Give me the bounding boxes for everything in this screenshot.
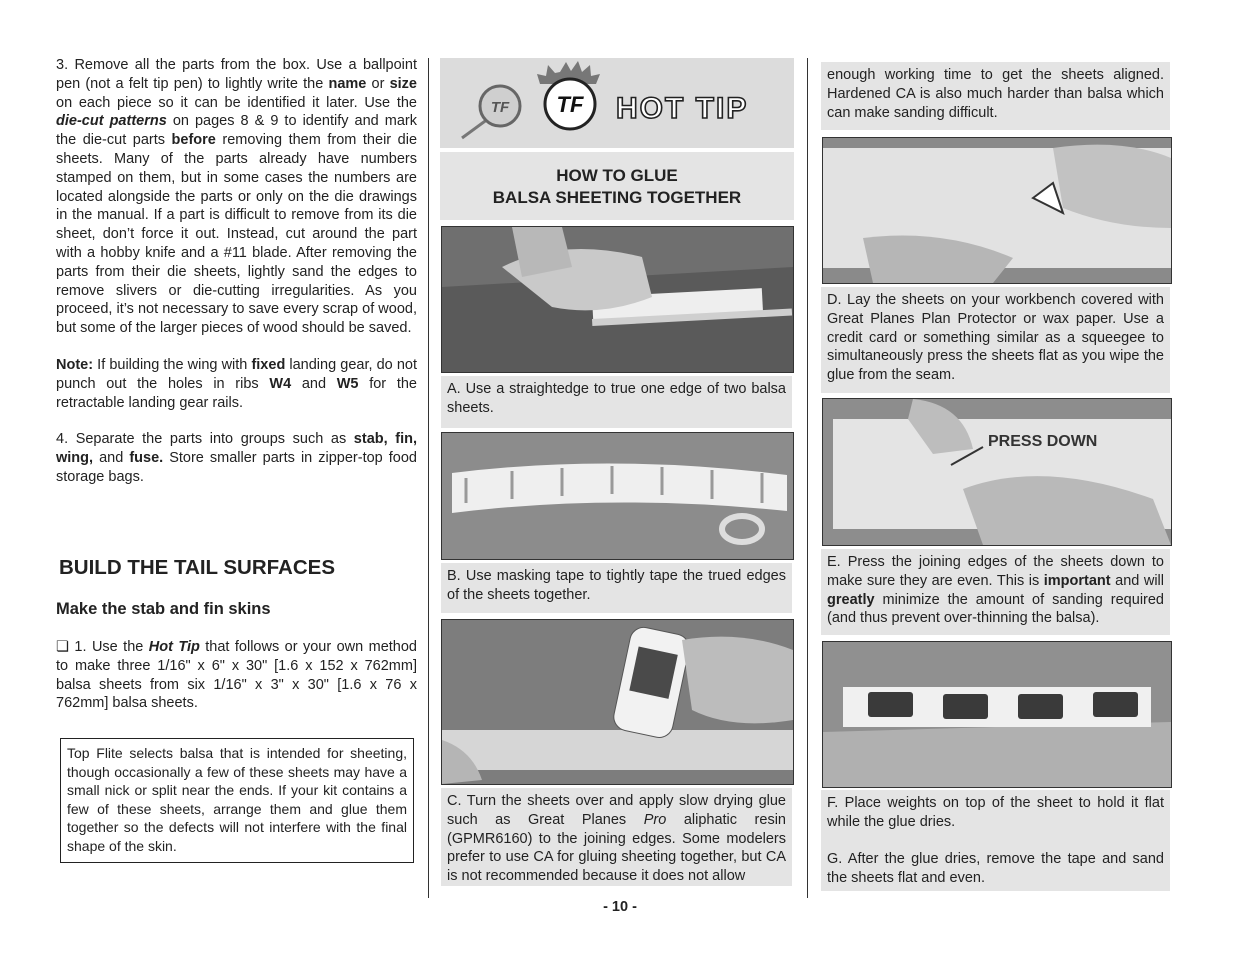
- caption-c: C. Turn the sheets over and apply slow drying glue such as Great Planes Pro aliphatic resin (GPMR6160) to the joining edges. Some modelers prefer to use CA for gluing sheeting together, but CA is not recommended because it does not allow: [441, 788, 792, 886]
- hot-tip-graphic: [440, 58, 794, 148]
- subsection-heading: Make the stab and fin skins: [56, 600, 271, 618]
- column-divider-1: [428, 58, 429, 898]
- logo-large-text: TF: [556, 92, 584, 117]
- step-4-paragraph: 4. Separate the parts into groups such as stab, fin, wing, and fuse. Store smaller parts in zipper-top food storage bags.: [56, 431, 417, 485]
- continued-text: enough working time to get the sheets aligned. Hardened CA is also much harder than balsa which can make sanding difficult.: [821, 62, 1170, 130]
- page-number: - 10 -: [603, 899, 637, 915]
- photo-c: [441, 619, 794, 785]
- caption-b: B. Use masking tape to tightly tape the trued edges of the sheets together.: [441, 563, 792, 613]
- section-heading: BUILD THE TAIL SURFACES: [59, 556, 335, 579]
- photo-d: [822, 137, 1172, 284]
- hot-tip-banner: [440, 58, 794, 148]
- logo-small-text: TF: [490, 99, 510, 116]
- photo-a: [441, 226, 794, 373]
- caption-a: A. Use a straightedge to true one edge of two balsa sheets.: [441, 376, 792, 428]
- press-down-label: PRESS DOWN: [988, 433, 1098, 450]
- caption-d: D. Lay the sheets on your workbench covered with Great Planes Plan Protector or wax paper. Use a credit card or something similar as a squeegee to simultaneously press the sheets flat as you wipe the glue from the seam.: [821, 287, 1170, 393]
- step-3-paragraph: 3. Remove all the parts from the box. Use a ballpoint pen (not a felt tip pen) to lightly write the name or size on each piece so it can be identified it later. Use the die-cut patterns on pages 8 & 9 to identify and mark the die-cut parts before removing them from their die sheets. Many of the parts already have numbers stamped on them, but in some cases the numbers are located alongside the parts or only on the die drawings in the manual. If a part is difficult to remove from its die sheet, don’t force it out. Instead, cut around the part with a hobby knife and a #11 blade. After removing the parts from their die sheets, lightly sand the edges to remove slivers or die-cutting irregularities. As you proceed, it’s not necessary to save every scrap of wood, but some of the larger pieces of wood should be saved.: [56, 57, 418, 337]
- photo-b: [441, 432, 794, 560]
- balsa-note-box: Top Flite selects balsa that is intended for sheeting, though occasionally a few of these sheets may have a small nick or split near the ends. If your kit contains a few of these sheets, arrange them and glue them together so the defects will not interfere with the final shape of the skin.: [60, 738, 414, 863]
- column-divider-2: [807, 58, 808, 898]
- step-1-paragraph: ❏ 1. Use the Hot Tip that follows or your own method to make three 1/16" x 6" x 30" [1.6 x 152 x 762mm] balsa sheets from six 1/16" x 3" x 30" [1.6 x 76 x 762mm] balsa sheets.: [56, 639, 417, 712]
- checkbox-icon[interactable]: ❏: [56, 639, 69, 655]
- hot-tip-heading: HOW TO GLUE BALSA SHEETING TOGETHER: [440, 152, 794, 220]
- caption-e: E. Press the joining edges of the sheets down to make sure they are even. This is important and will greatly minimize the amount of sanding required (and thus prevent over-thinning the balsa).: [821, 549, 1170, 635]
- photo-f: [822, 641, 1172, 788]
- hot-tip-title: HOT TIP: [616, 92, 749, 125]
- caption-f-g: F. Place weights on top of the sheet to hold it flat while the glue dries. G. After the glue dries, remove the tape and sand the sheets flat and even.: [821, 790, 1170, 891]
- left-column: [56, 56, 417, 487]
- photo-e: [822, 398, 1172, 546]
- note-paragraph: Note: If building the wing with fixed landing gear, do not punch out the holes in ribs W4 and W5 for the retractable landing gear rails.: [56, 356, 417, 411]
